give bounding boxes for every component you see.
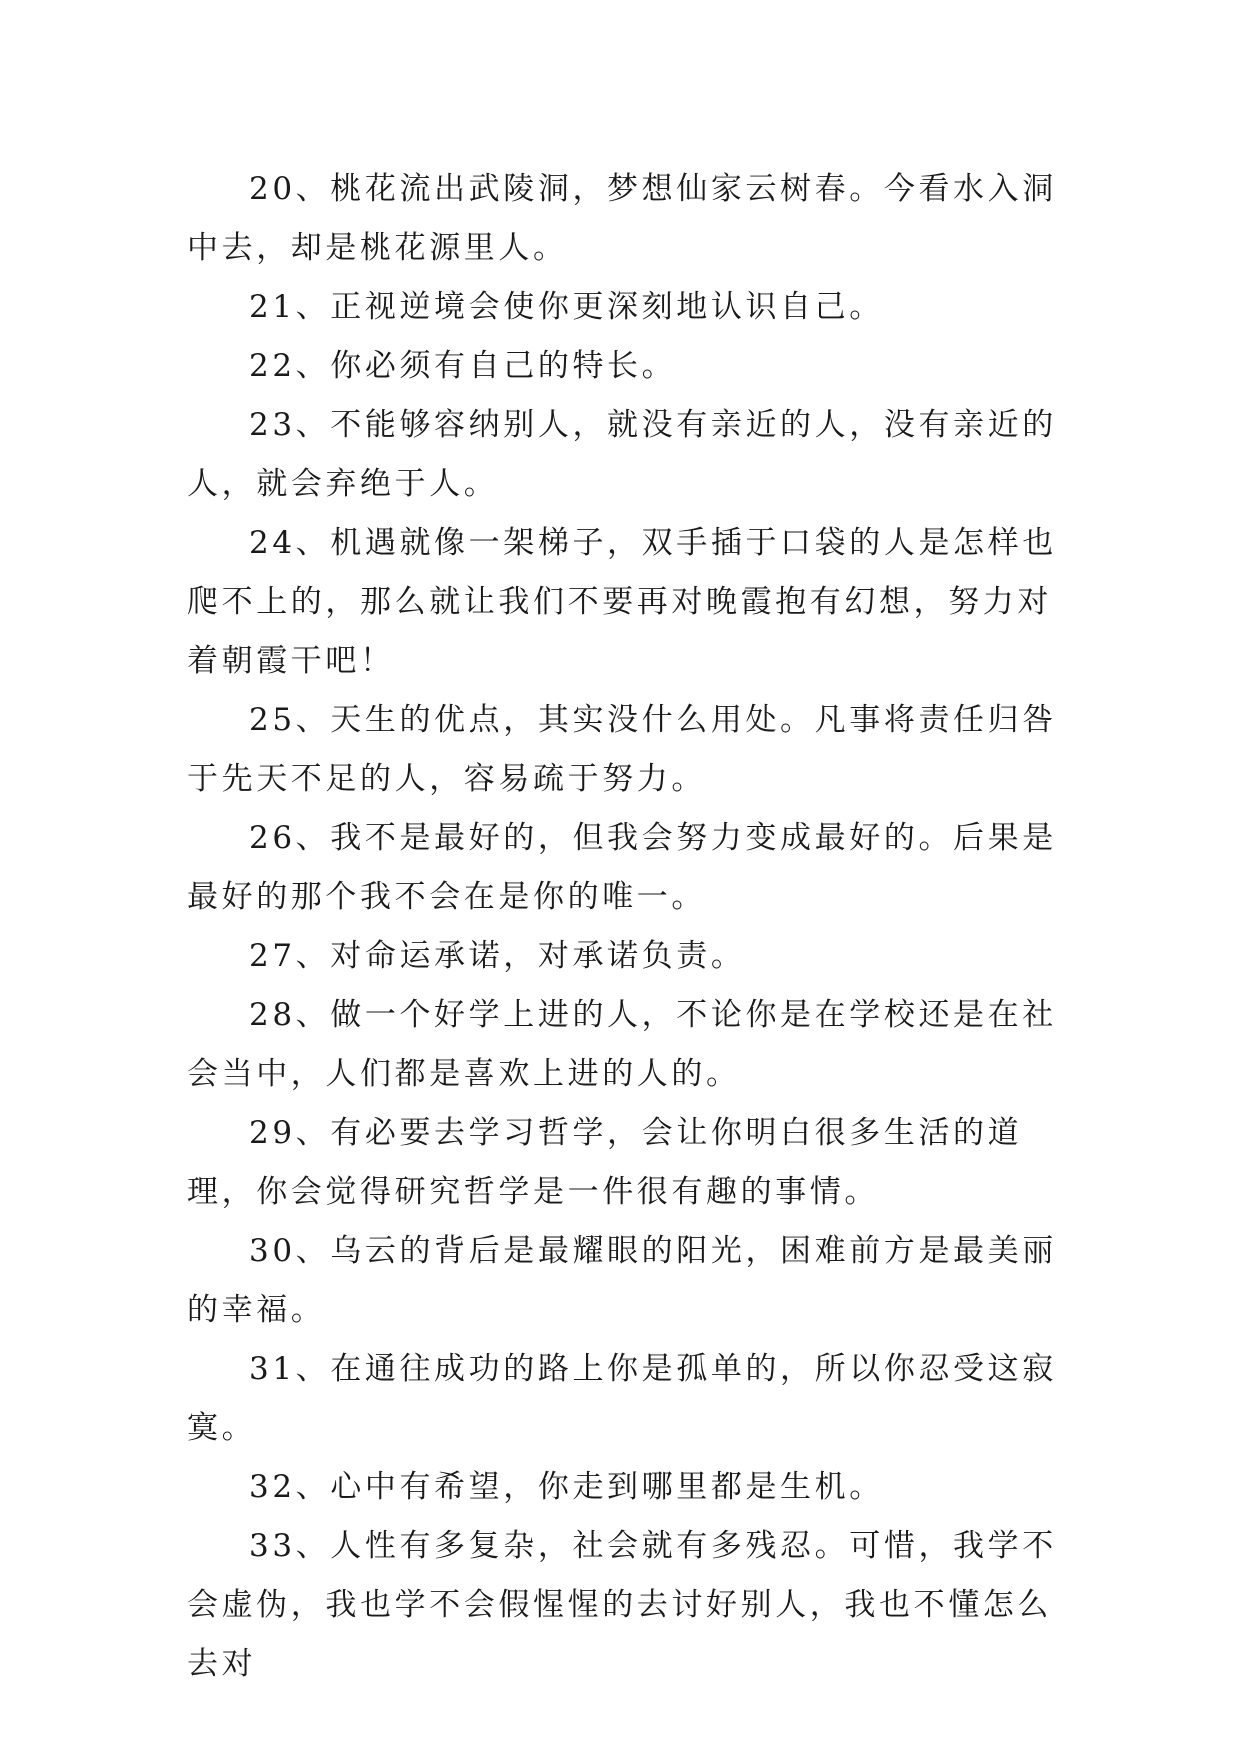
paragraph-25: 25、天生的优点，其实没什么用处。凡事将责任归咎于先天不足的人，容易疏于努力。 bbox=[187, 702, 1057, 797]
paragraph-33: 33、人性有多复杂，社会就有多残忍。可惜，我学不会虚伪，我也学不会假惺惺的去讨好别人，我也不懂怎么去对 bbox=[187, 1528, 1057, 1682]
paragraph-26: 26、我不是最好的，但我会努力变成最好的。后果是最好的那个我不会在是你的唯一。 bbox=[187, 820, 1057, 915]
paragraph-29: 29、有必要去学习哲学，会让你明白很多生活的道理，你会觉得研究哲学是一件很有趣的事情。 bbox=[187, 1115, 1023, 1210]
paragraph-28: 28、做一个好学上进的人，不论你是在学校还是在社会当中，人们都是喜欢上进的人的。 bbox=[187, 997, 1057, 1092]
paragraph-24: 24、机遇就像一架梯子，双手插于口袋的人是怎样也爬不上的，那么就让我们不要再对晚霞抱有幻想，努力对着朝霞干吧！ bbox=[187, 525, 1057, 679]
document-body bbox=[187, 160, 1057, 1694]
paragraph-21: 21、正视逆境会使你更深刻地认识自己。 bbox=[249, 289, 884, 325]
paragraph-31: 31、在通往成功的路上你是孤单的，所以你忍受这寂寞。 bbox=[187, 1351, 1057, 1446]
paragraph-20: 20、桃花流出武陵洞，梦想仙家云树春。今看水入洞中去，却是桃花源里人。 bbox=[187, 171, 1057, 266]
paragraph-23: 23、不能够容纳别人，就没有亲近的人，没有亲近的人，就会弃绝于人。 bbox=[187, 407, 1057, 502]
paragraph-30: 30、乌云的背后是最耀眼的阳光，困难前方是最美丽的幸福。 bbox=[187, 1233, 1057, 1328]
paragraph-32: 32、心中有希望，你走到哪里都是生机。 bbox=[249, 1469, 884, 1505]
paragraph-22: 22、你必须有自己的特长。 bbox=[249, 348, 677, 384]
paragraph-27: 27、对命运承诺，对承诺负责。 bbox=[249, 938, 746, 974]
